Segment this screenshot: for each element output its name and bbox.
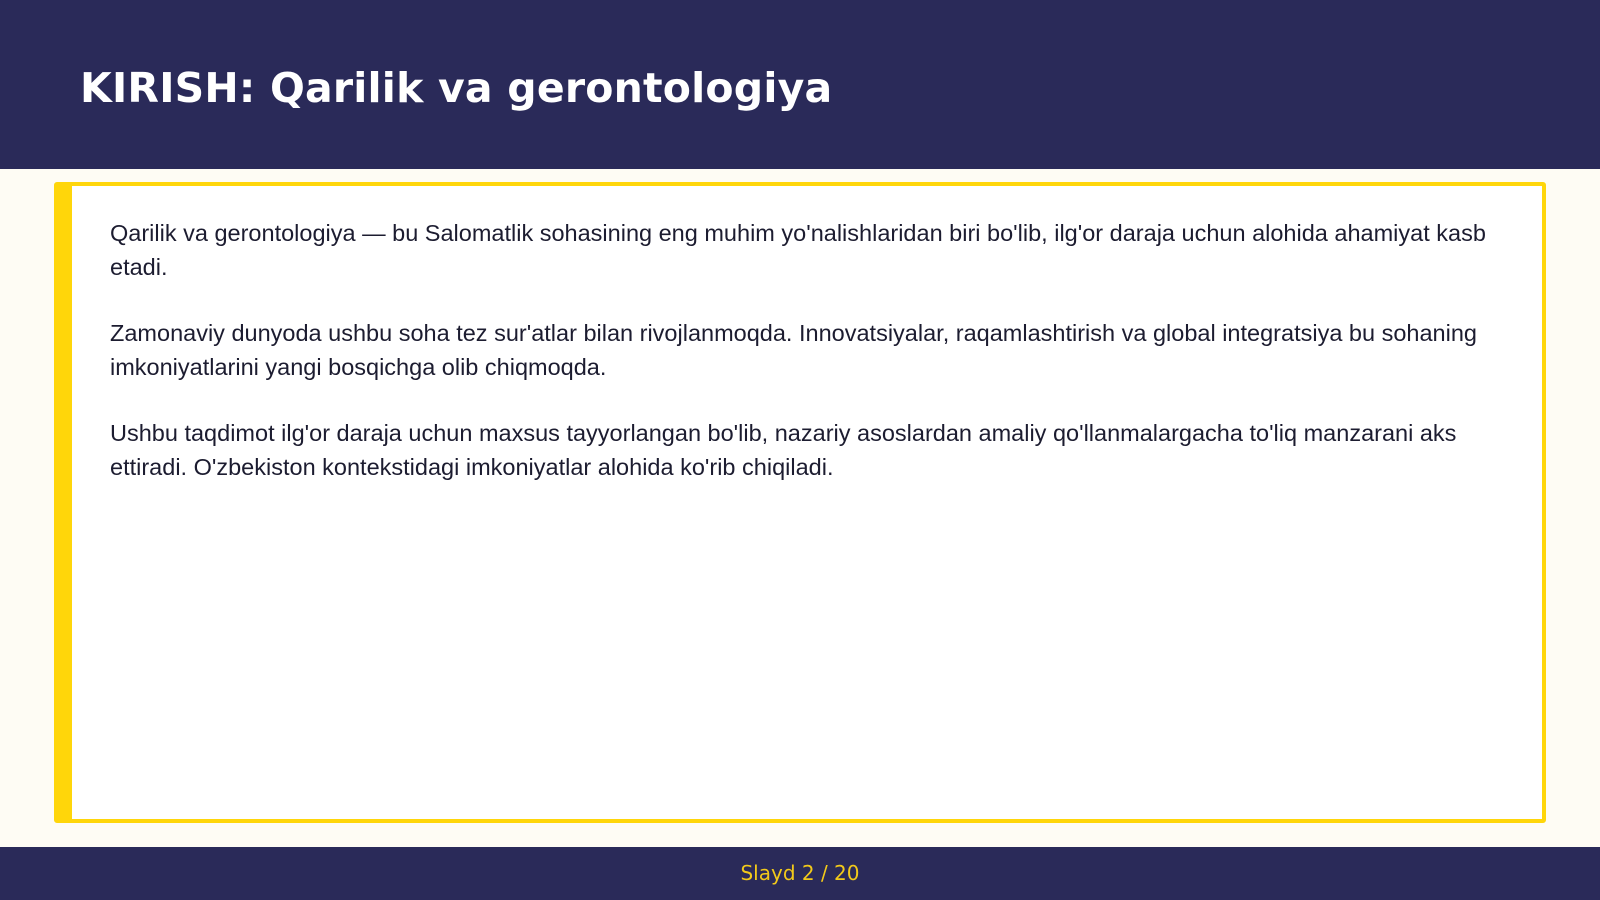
paragraph-modern-world: Zamonaviy dunyoda ushbu soha tez sur'atlar bilan rivojlanmoqda. Innovatsiyalar, raqamlashtirish va global integratsiya bu sohaning imkoniyatlarini yangi bosqichga olib chiqmoqda. [110,320,1477,380]
paragraph-presentation-purpose: Ushbu taqdimot ilg'or daraja uchun maxsus tayyorlangan bo'lib, nazariy asoslardan amaliy qo'llanmalargacha to'liq manzarani aks ettiradi. O'zbekiston kontekstidagi imkoniyatlar alohida ko'rib chiqiladi. [110,420,1457,480]
slide-counter: Slayd 2 / 20 [740,861,860,885]
slide-header [0,0,1600,169]
slide-title: KIRISH: Qarilik va gerontologiya [80,64,833,112]
content-body [110,216,1500,516]
content-panel [54,182,1546,823]
paragraph-intro: Qarilik va gerontologiya — bu Salomatlik sohasining eng muhim yo'nalishlaridan biri bo'lib, ilg'or daraja uchun alohida ahamiyat kasb etadi. [110,220,1486,280]
slide-footer [0,847,1600,900]
